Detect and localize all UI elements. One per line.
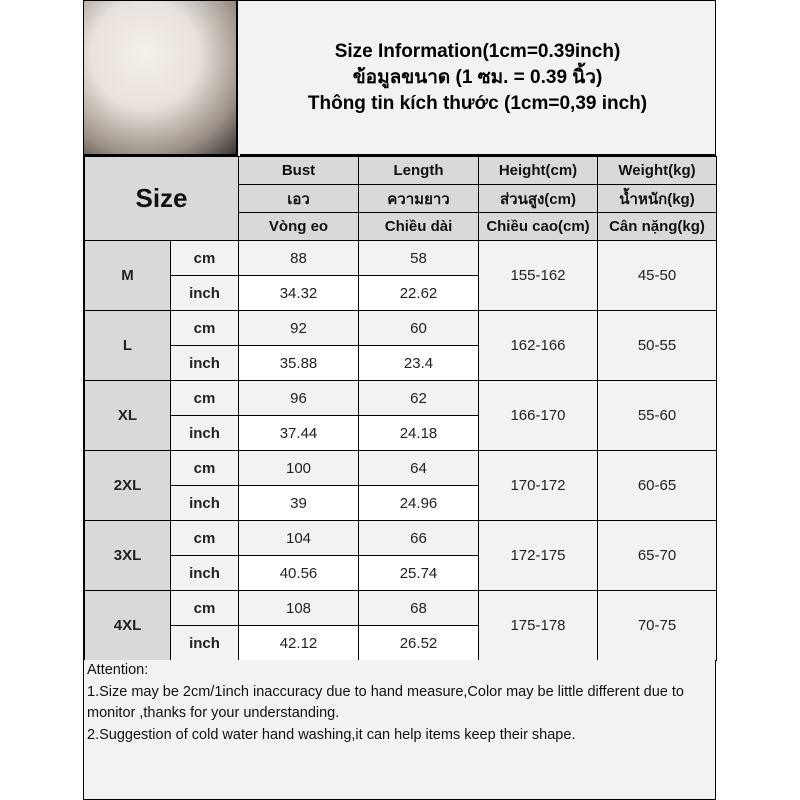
bust-cm: 92 [239, 311, 359, 346]
unit-cm: cm [171, 591, 239, 626]
col-length-th: ความยาว [359, 185, 479, 213]
length-inch: 26.52 [359, 626, 479, 661]
weight-range: 55-60 [598, 381, 717, 451]
col-weight-vi: Cân nặng(kg) [598, 213, 717, 241]
height-range: 155-162 [479, 241, 598, 311]
height-range: 175-178 [479, 591, 598, 661]
length-inch: 23.4 [359, 346, 479, 381]
size-table [84, 156, 717, 661]
weight-range: 70-75 [598, 591, 717, 661]
col-height-vi: Chiều cao(cm) [479, 213, 598, 241]
unit-cm: cm [171, 241, 239, 276]
height-range: 170-172 [479, 451, 598, 521]
title-th: ข้อมูลขนาด (1 ซม. = 0.39 นิ้ว) [352, 66, 603, 88]
bust-cm: 100 [239, 451, 359, 486]
length-inch: 24.96 [359, 486, 479, 521]
table-row-cm [85, 241, 717, 276]
unit-cm: cm [171, 311, 239, 346]
table-row-cm [85, 451, 717, 486]
size-chart [83, 0, 716, 800]
attention-note-2: 2.Suggestion of cold water hand washing,it can help items keep their shape. [87, 726, 576, 743]
size-label: 4XL [85, 591, 171, 661]
bust-inch: 34.32 [239, 276, 359, 311]
size-info-header [240, 1, 715, 156]
col-height-th: ส่วนสูง(cm) [479, 185, 598, 213]
table-row-cm [85, 381, 717, 416]
length-cm: 64 [359, 451, 479, 486]
size-label: M [85, 241, 171, 311]
col-length: Length [359, 157, 479, 185]
bust-inch: 40.56 [239, 556, 359, 591]
length-cm: 58 [359, 241, 479, 276]
unit-cm: cm [171, 381, 239, 416]
unit-inch: inch [171, 626, 239, 661]
attention-title: Attention: [87, 662, 149, 678]
bust-cm: 88 [239, 241, 359, 276]
title-vi: Thông tin kích thước (1cm=0,39 inch) [307, 92, 648, 114]
weight-range: 65-70 [598, 521, 717, 591]
size-header: Size [85, 157, 239, 241]
col-length-vi: Chiều dài [359, 213, 479, 241]
length-cm: 60 [359, 311, 479, 346]
attention-note-1: 1.Size may be 2cm/1inch inaccuracy due to hand measure,Color may be little different due to monitor ,thanks for your understanding. [87, 683, 684, 721]
bust-cm: 96 [239, 381, 359, 416]
size-label: XL [85, 381, 171, 451]
col-bust-vi: Vòng eo [239, 213, 359, 241]
unit-inch: inch [171, 486, 239, 521]
weight-range: 60-65 [598, 451, 717, 521]
attention-notes [84, 660, 715, 799]
product-photo [84, 1, 238, 156]
col-weight-th: น้ำหนัก(kg) [598, 185, 717, 213]
size-label: 3XL [85, 521, 171, 591]
unit-inch: inch [171, 556, 239, 591]
bust-inch: 39 [239, 486, 359, 521]
unit-inch: inch [171, 276, 239, 311]
table-row-cm [85, 591, 717, 626]
bust-cm: 108 [239, 591, 359, 626]
length-inch: 24.18 [359, 416, 479, 451]
bust-inch: 42.12 [239, 626, 359, 661]
height-range: 172-175 [479, 521, 598, 591]
title-en: Size Information(1cm=0.39inch) [334, 40, 621, 62]
weight-range: 50-55 [598, 311, 717, 381]
length-inch: 25.74 [359, 556, 479, 591]
col-weight: Weight(kg) [598, 157, 717, 185]
col-bust-th: เอว [239, 185, 359, 213]
length-cm: 62 [359, 381, 479, 416]
unit-inch: inch [171, 346, 239, 381]
length-cm: 68 [359, 591, 479, 626]
col-height: Height(cm) [479, 157, 598, 185]
unit-cm: cm [171, 451, 239, 486]
height-range: 166-170 [479, 381, 598, 451]
unit-inch: inch [171, 416, 239, 451]
height-range: 162-166 [479, 311, 598, 381]
size-label: L [85, 311, 171, 381]
bust-cm: 104 [239, 521, 359, 556]
unit-cm: cm [171, 521, 239, 556]
table-row-cm [85, 521, 717, 556]
bust-inch: 35.88 [239, 346, 359, 381]
table-row-cm [85, 311, 717, 346]
size-label: 2XL [85, 451, 171, 521]
weight-range: 45-50 [598, 241, 717, 311]
bust-inch: 37.44 [239, 416, 359, 451]
length-cm: 66 [359, 521, 479, 556]
col-bust: Bust [239, 157, 359, 185]
length-inch: 22.62 [359, 276, 479, 311]
